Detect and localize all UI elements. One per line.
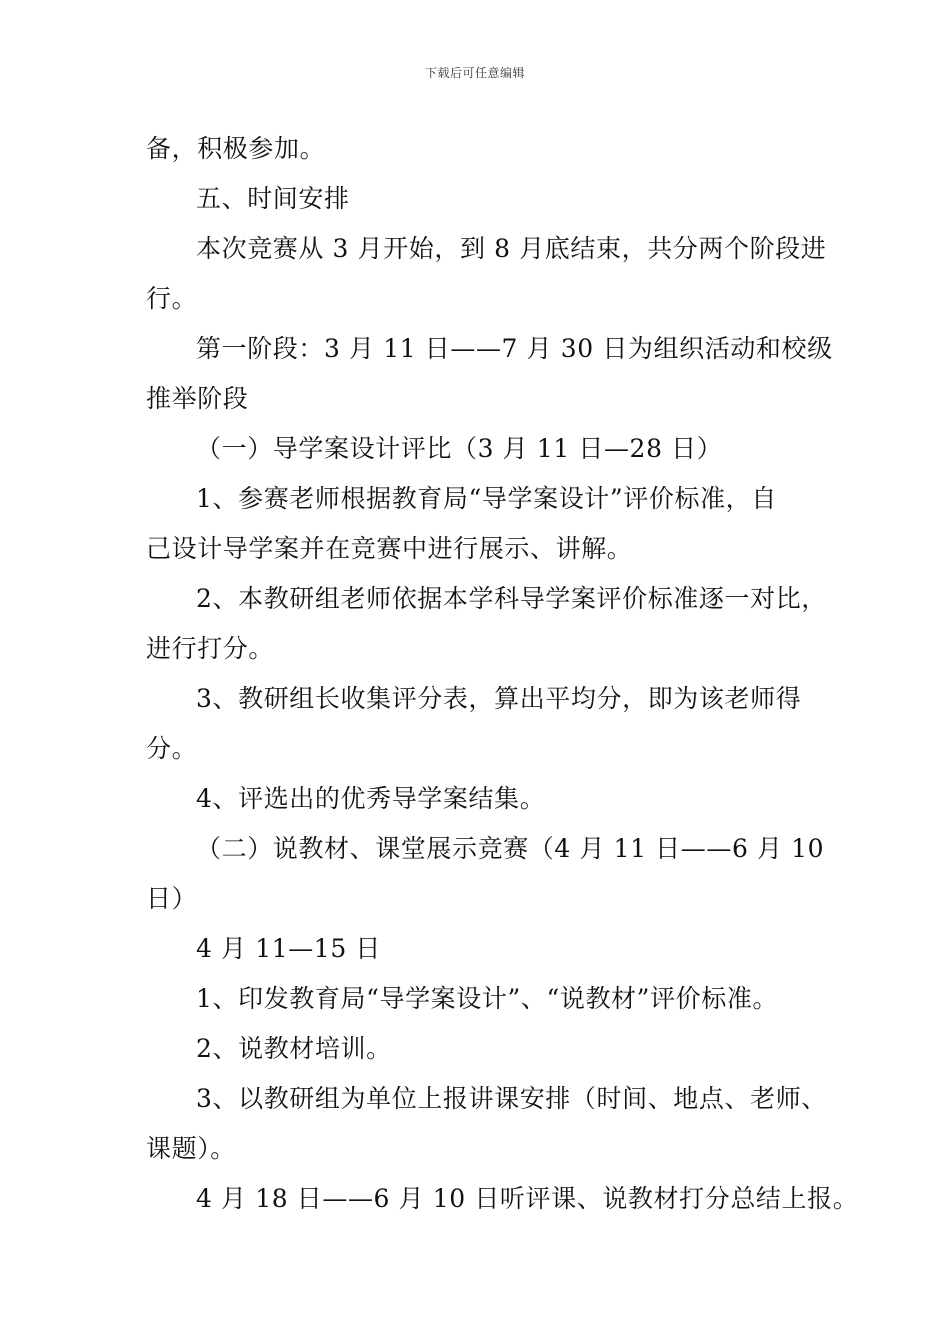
- text-line: 日）: [146, 884, 198, 913]
- text-line: 3、教研组长收集评分表，算出平均分，即为该老师得: [196, 684, 802, 713]
- text-line: 1、参赛老师根据教育局“导学案设计”评价标准，自: [196, 484, 777, 513]
- text-line: 行。: [146, 284, 198, 313]
- text-line: 4 月 11—15 日: [196, 934, 381, 963]
- text-line: 进行打分。: [146, 634, 275, 663]
- text-line: 第一阶段：3 月 11 日——7 月 30 日为组织活动和校级: [196, 334, 833, 363]
- text-line: （一）导学案设计评比（3 月 11 日—28 日）: [196, 434, 723, 463]
- text-line: 五、时间安排: [196, 184, 350, 213]
- text-line: 推举阶段: [146, 384, 249, 413]
- page-header: 下载后可任意编辑: [424, 66, 525, 80]
- text-line: （二）说教材、课堂展示竞赛（4 月 11 日——6 月 10: [196, 834, 825, 863]
- text-line: 4、评选出的优秀导学案结集。: [196, 784, 546, 813]
- text-line: 2、本教研组老师依据本学科导学案评价标准逐一对比，: [196, 584, 827, 613]
- text-line: 分。: [146, 734, 198, 763]
- text-line: 己设计导学案并在竞赛中进行展示、讲解。: [146, 534, 633, 563]
- text-line: 1、印发教育局“导学案设计”、“说教材”评价标准。: [196, 984, 779, 1013]
- text-line: 备，积极参加。: [146, 134, 326, 163]
- document-body: [146, 124, 859, 1224]
- text-line: 3、以教研组为单位上报讲课安排（时间、地点、老师、: [196, 1084, 827, 1113]
- text-line: 4 月 18 日——6 月 10 日听评课、说教材打分总结上报。: [196, 1184, 859, 1213]
- text-line: 课题）。: [146, 1134, 236, 1163]
- text-line: 本次竞赛从 3 月开始，到 8 月底结束，共分两个阶段进: [196, 234, 827, 263]
- text-line: 2、说教材培训。: [196, 1034, 392, 1063]
